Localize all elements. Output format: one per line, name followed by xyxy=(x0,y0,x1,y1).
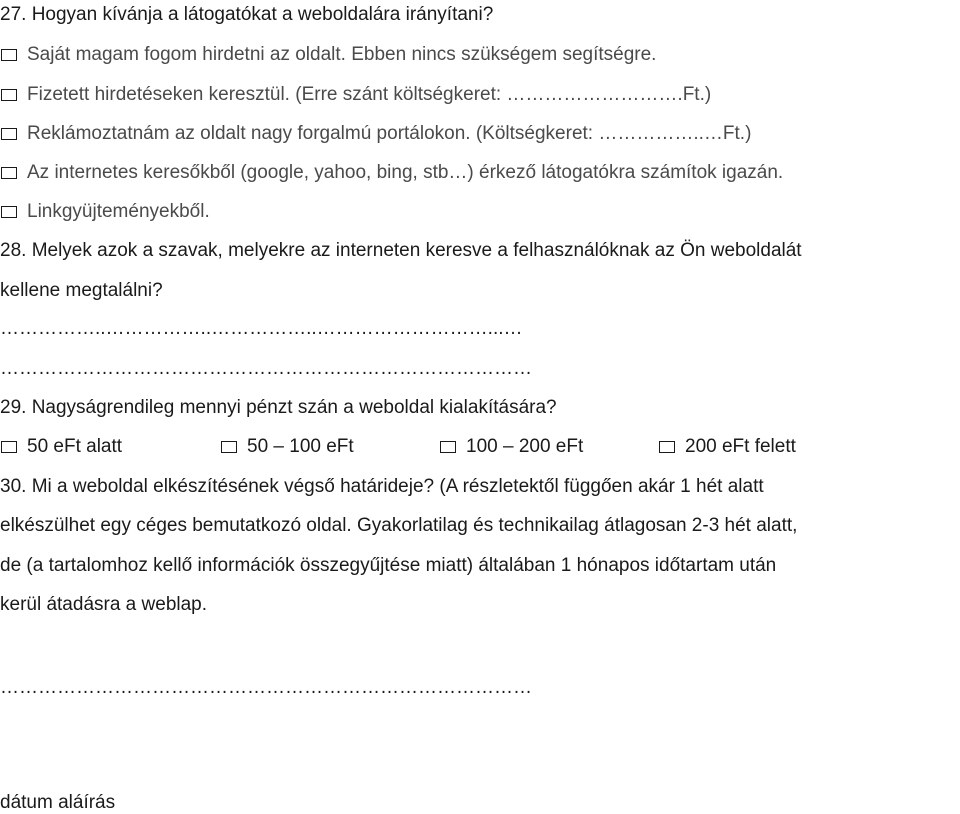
checkbox[interactable] xyxy=(1,167,17,179)
q29-option-4[interactable] xyxy=(658,436,796,458)
q27-option-5-label: Linkgyüjteményekből. xyxy=(27,201,210,222)
q28-question-line1: 28. Melyek azok a szavak, melyekre az interneten keresve a felhasználóknak az Ön weboldalát xyxy=(0,240,802,261)
checkbox[interactable] xyxy=(1,441,17,453)
checkbox[interactable] xyxy=(1,89,17,101)
q28-question-line2: kellene megtalálni? xyxy=(0,280,163,301)
q30-line3: de (a tartalomhoz kellő információk összegyűjtése miatt) általában 1 hónapos időtartam után xyxy=(0,555,777,576)
checkbox[interactable] xyxy=(440,441,456,453)
checkbox[interactable] xyxy=(659,441,675,453)
checkbox[interactable] xyxy=(1,206,17,218)
q27-option-2[interactable] xyxy=(0,84,711,106)
q29-option-3-label: 100 – 200 eFt xyxy=(466,436,584,457)
q28-answer-line2[interactable]: ………………………………………………………………………… xyxy=(0,358,532,379)
q30-line4: kerül átadásra a weblap. xyxy=(0,594,208,615)
q27-option-4-label: Az internetes keresőkből (google, yahoo, bing, stb…) érkező látogatókra számítok igazán. xyxy=(27,162,784,183)
checkbox[interactable] xyxy=(1,128,17,140)
checkbox[interactable] xyxy=(1,49,17,61)
q29-option-1-label: 50 eFt alatt xyxy=(27,436,123,457)
q29-option-3[interactable] xyxy=(439,436,583,458)
q27-question: 27. Hogyan kívánja a látogatókat a weboldalára irányítani? xyxy=(0,4,494,25)
q27-option-1-label: Saját magam fogom hirdetni az oldalt. Ebben nincs szükségem segítségre. xyxy=(27,44,657,65)
q29-option-4-label: 200 eFt felett xyxy=(685,436,796,457)
q30-answer-line[interactable]: ………………………………………………………………………… xyxy=(0,677,532,698)
q30-line1: 30. Mi a weboldal elkészítésének végső határideje? (A részletektől függően akár 1 hét alatt xyxy=(0,476,764,497)
checkbox[interactable] xyxy=(221,441,237,453)
q27-option-1[interactable] xyxy=(0,44,656,66)
q29-option-2-label: 50 – 100 eFt xyxy=(247,436,354,457)
q27-option-2-label: Fizetett hirdetéseken keresztül. (Erre szánt költségkeret: ……………………….Ft.) xyxy=(27,84,712,105)
q27-option-4[interactable] xyxy=(0,162,783,184)
q27-option-3[interactable] xyxy=(0,123,751,145)
q29-question: 29. Nagyságrendileg mennyi pénzt szán a weboldal kialakítására? xyxy=(0,397,557,418)
signature-label: dátum aláírás xyxy=(0,792,116,813)
q29-option-1[interactable] xyxy=(0,436,122,458)
q27-option-5[interactable] xyxy=(0,201,210,223)
q30-line2: elkészülhet egy céges bemutatkozó oldal. Gyakorlatilag és technikailag átlagosan 2-3 hét alatt, xyxy=(0,515,798,536)
q28-answer-line1[interactable]: ……………..……………..……………..………………………...… xyxy=(0,318,523,339)
q29-option-2[interactable] xyxy=(220,436,354,458)
q27-option-3-label: Reklámoztatnám az oldalt nagy forgalmú portálokon. (Költségkeret: ……………..…Ft.) xyxy=(27,123,752,144)
